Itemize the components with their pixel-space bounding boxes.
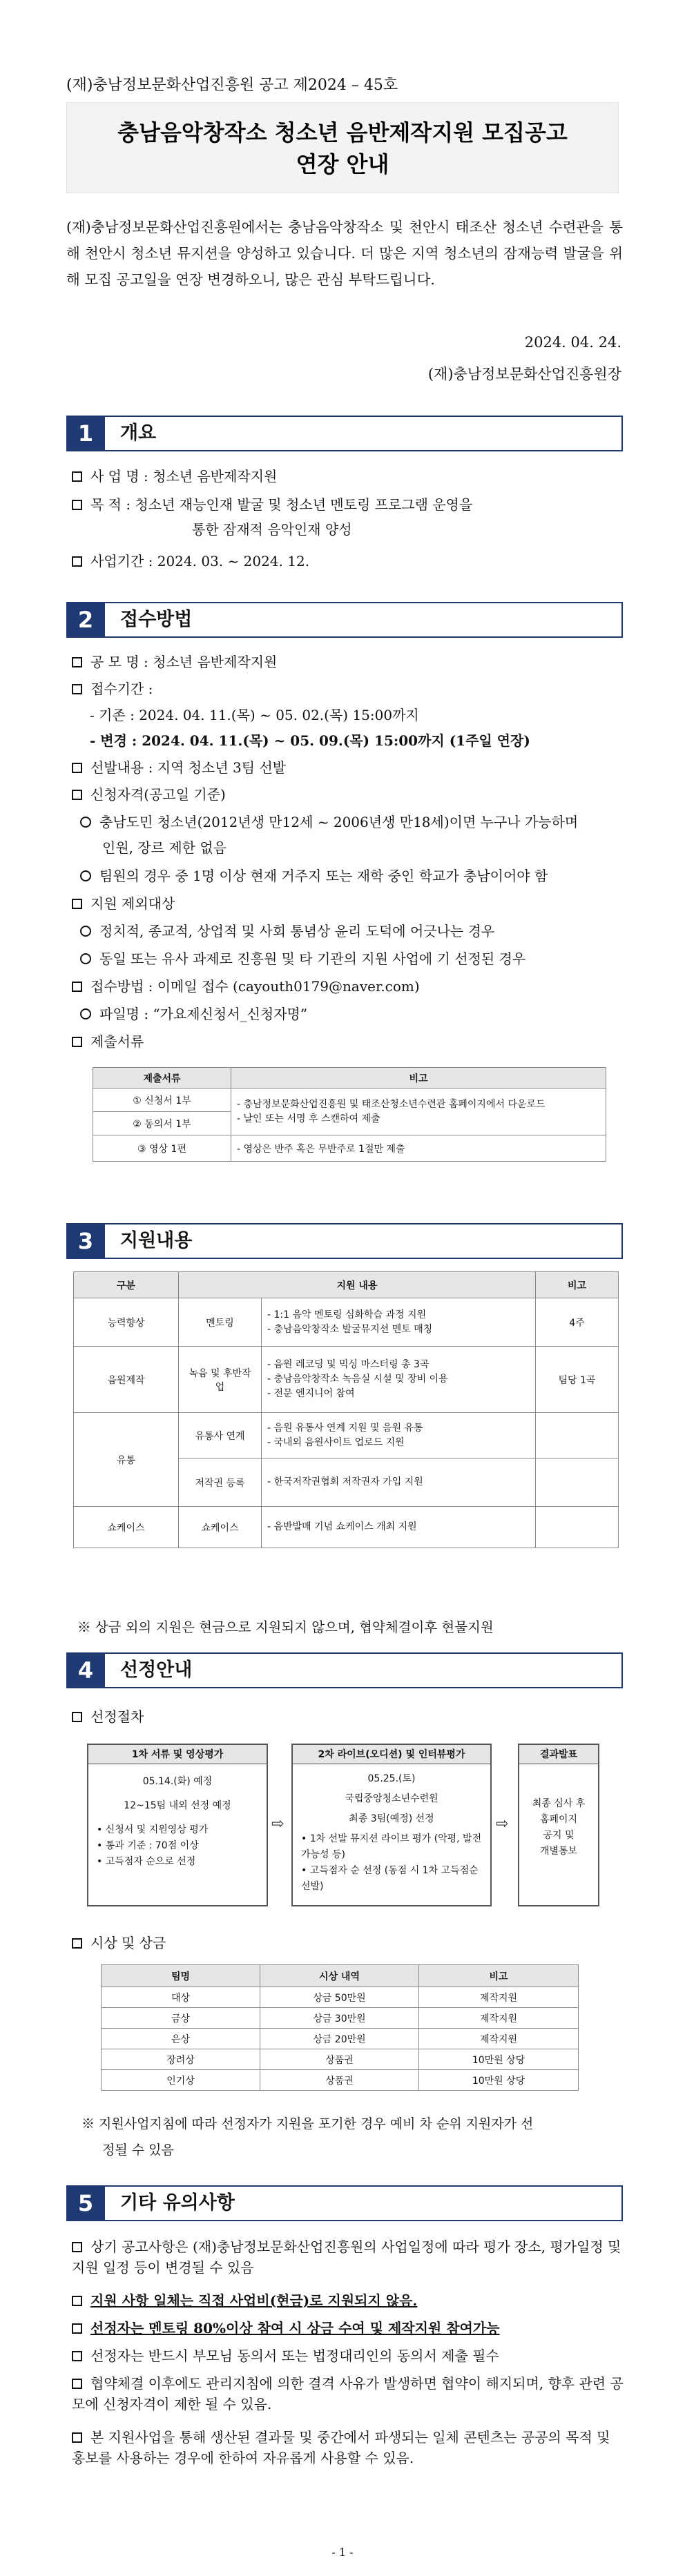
page-number: - 1 - [331, 2546, 354, 2559]
flow-step-title: 결과발표 [519, 1745, 598, 1764]
awards-table [101, 1964, 579, 2091]
table-row: 대상 상금 50만원 제작지원 [102, 1987, 579, 2008]
flow-step-title: 2차 라이브(오디션) 및 인터뷰평가 [293, 1745, 490, 1764]
section-header-notes [66, 2185, 623, 2221]
title-box [66, 102, 619, 193]
page-title: 충남음악창작소 청소년 음반제작지원 모집공고 [117, 119, 568, 146]
section-header-overview [66, 416, 623, 451]
circle-bullet-icon [80, 953, 91, 964]
overview-item-cont: 통한 잠재적 음악인재 양성 [192, 521, 352, 538]
table-row: 금상 상금 30만원 제작지원 [102, 2008, 579, 2029]
flow-step-3 [518, 1744, 599, 1906]
table-cell: - 충남정보문화산업진흥원 및 태조산청소년수련관 홈페이지에서 다운로드 - 날인 또는 서명 후 스캔하여 제출 [231, 1089, 606, 1135]
table-cell: 팀당 1곡 [536, 1347, 619, 1413]
table-header: 비고 [419, 1965, 579, 1987]
checkbox-bullet-icon [72, 982, 82, 992]
notes-item: 지원 사항 일체는 직접 사업비(현금)로 지원되지 않음. [72, 2290, 417, 2311]
documents-table [93, 1067, 606, 1162]
checkbox-bullet-icon [72, 1037, 82, 1047]
period-before: - 기존 : 2024. 04. 11.(목) ~ 05. 02.(목) 15:00까지 [90, 707, 419, 723]
application-item: 제출서류 [72, 1031, 144, 1052]
table-cell: - 영상은 반주 혹은 무반주로 1절만 제출 [231, 1135, 606, 1162]
period-after: - 변경 : 2024. 04. 11.(목) ~ 05. 09.(목) 15:00까지 (1주일 연장) [90, 732, 530, 749]
table-cell: 녹음 및 후반작업 [179, 1347, 262, 1413]
table-cell: - 음반발매 기념 쇼케이스 개최 지원 [262, 1507, 536, 1548]
table-row: 은상 상금 20만원 제작지원 [102, 2029, 579, 2049]
table-header: 제출서류 [93, 1068, 231, 1089]
table-header: 구분 [74, 1272, 179, 1298]
selection-item: 선정절차 [72, 1706, 144, 1727]
table-cell: - 1:1 음악 멘토링 심화학습 과정 지원 - 충남음악창작소 발굴뮤지션 멘토 매칭 [262, 1298, 536, 1347]
table-cell: 쇼케이스 [74, 1507, 179, 1548]
notes-item: 선정자는 멘토링 80%이상 참여 시 상금 수여 및 제작지원 참여가능 [72, 2318, 500, 2339]
checkbox-bullet-icon [72, 2323, 82, 2334]
flow-arrow-icon: ⇨ [496, 1815, 509, 1833]
table-cell: 멘토링 [179, 1298, 262, 1347]
eligibility-item: 충남도민 청소년(2012년생 만12세 ~ 2006년생 만18세)이면 누구나 가능하며 [80, 812, 578, 832]
table-cell: ① 신청서 1부 [93, 1089, 231, 1112]
table-cell: - 음원 유통사 연계 지원 및 음원 유통 - 국내외 음원사이트 업로드 지원 [262, 1413, 536, 1458]
table-cell: - 한국저작권협회 저작권자 가입 지원 [262, 1458, 536, 1507]
checkbox-bullet-icon [72, 1938, 82, 1949]
application-item: 지원 제외대상 [72, 893, 175, 914]
section-header-application [66, 602, 623, 638]
flow-step-1 [87, 1744, 268, 1906]
checkbox-bullet-icon [72, 2379, 82, 2389]
section-title: 개요 [105, 416, 623, 451]
flow-step-body: 최종 심사 후 홈페이지 공지 및 개별통보 [532, 1798, 586, 1857]
application-item: 공 모 명 : 청소년 음반제작지원 [72, 652, 277, 672]
checkbox-bullet-icon [72, 500, 82, 510]
overview-item: 목 적 : 청소년 재능인재 발굴 및 청소년 멘토링 프로그램 운영을 [72, 494, 472, 515]
table-header: 비고 [536, 1272, 619, 1298]
section-number: 1 [66, 416, 105, 451]
intro-paragraph: (재)충남정보문화산업진흥원에서는 충남음악창작소 및 천안시 태조산 청소년 수련관을 통해 천안시 청소년 뮤지션을 양성하고 있습니다. 더 많은 지역 청소년의 잠재능력 발굴을 위해 모집 공고일을 연장 변경하오니, 많은 관심 부탁드립니다. [66, 219, 623, 288]
table-cell: 쇼케이스 [179, 1507, 262, 1548]
table-header: 비고 [231, 1068, 606, 1089]
table-cell [536, 1413, 619, 1458]
filename-item: 파일명 : “가요제신청서_신청자명” [80, 1004, 307, 1024]
table-row: 장려상 상품권 10만원 상당 [102, 2049, 579, 2070]
notice-date: 2024. 04. 24. [524, 334, 621, 351]
application-item: 접수방법 : 이메일 접수 (cayouth0179@naver.com) [72, 976, 420, 997]
checkbox-bullet-icon [72, 2242, 82, 2252]
checkbox-bullet-icon [72, 657, 82, 667]
circle-bullet-icon [80, 1008, 91, 1019]
section-header-support [66, 1223, 623, 1259]
checkbox-bullet-icon [72, 2432, 82, 2443]
checkbox-bullet-icon [72, 2351, 82, 2361]
table-cell: 저작권 등록 [179, 1458, 262, 1507]
application-item: 신청자격(공고일 기준) [72, 784, 226, 805]
section-number: 3 [66, 1223, 105, 1259]
selection-item: 시상 및 상금 [72, 1933, 166, 1953]
flow-step-body: 05.14.(화) 예정 12~15팀 내외 선정 예정 • 신청서 및 지원영상 평가 • 통과 기준 : 70점 이상 • 고득점자 순으로 선정 [97, 1776, 231, 1867]
section-title: 접수방법 [105, 602, 623, 638]
table-cell: ② 동의서 1부 [93, 1112, 231, 1135]
checkbox-bullet-icon [72, 763, 82, 773]
section-number: 2 [66, 602, 105, 638]
table-header: 팀명 [102, 1965, 260, 1987]
circle-bullet-icon [80, 870, 91, 881]
checkbox-bullet-icon [72, 1712, 82, 1722]
notice-number: (재)충남정보문화산업진흥원 공고 제2024 – 45호 [66, 77, 398, 94]
flow-step-title: 1차 서류 및 영상평가 [88, 1745, 267, 1764]
checkbox-bullet-icon [72, 684, 82, 694]
table-row [74, 1413, 619, 1458]
flow-step-2 [291, 1744, 492, 1906]
notes-item: 선정자는 반드시 부모님 동의서 또는 법정대리인의 동의서 제출 필수 [72, 2345, 499, 2366]
checkbox-bullet-icon [72, 790, 82, 800]
checkbox-bullet-icon [72, 899, 82, 909]
flow-step-body: 05.25.(토) 국립중앙청소년수련원 최종 3팀(예정) 선정 • 1차 선발 뮤지션 라이브 평가 (악평, 발전가능성 등) • 고득점자 순 선정 (동점 시 1차 고득점순 선발) [301, 1773, 482, 1892]
table-row: 인기상 상품권 10만원 상당 [102, 2070, 579, 2091]
application-item: 접수기간 : [72, 679, 153, 699]
notes-item: 협약체결 이후에도 관리지침에 의한 결격 사유가 발생하면 협약이 해지되며, 향후 관련 공모에 신청자격이 제한 될 수 있음. [72, 2375, 624, 2412]
support-table [73, 1271, 619, 1548]
flow-arrow-icon: ⇨ [271, 1815, 284, 1833]
circle-bullet-icon [80, 817, 91, 828]
overview-item: 사 업 명 : 청소년 음반제작지원 [72, 466, 277, 487]
section-title: 선정안내 [105, 1652, 623, 1688]
table-cell [536, 1458, 619, 1507]
section-title: 지원내용 [105, 1223, 623, 1259]
overview-item: 사업기간 : 2024. 03. ~ 2024. 12. [72, 551, 309, 572]
section-number: 4 [66, 1652, 105, 1688]
table-header: 시상 내역 [260, 1965, 419, 1987]
table-header: 지원 내용 [179, 1272, 536, 1298]
exclusion-item: 동일 또는 유사 과제로 진흥원 및 타 기관의 지원 사업에 기 선정된 경우 [80, 948, 525, 969]
checkbox-bullet-icon [72, 2296, 82, 2306]
table-cell: 능력향상 [74, 1298, 179, 1347]
section-header-selection [66, 1652, 623, 1688]
eligibility-item: 팀원의 경우 중 1명 이상 현재 거주지 또는 재학 중인 학교가 충남이어야 함 [80, 866, 548, 886]
application-item: 선발내용 : 지역 청소년 3팀 선발 [72, 757, 286, 778]
page-subtitle: 연장 안내 [296, 151, 389, 177]
table-cell: 유통 [74, 1413, 179, 1507]
table-cell: 유통사 연계 [179, 1413, 262, 1458]
section-number: 5 [66, 2185, 105, 2221]
issuer-name: (재)충남정보문화산업진흥원장 [427, 366, 621, 382]
table-row [74, 1298, 619, 1347]
awards-footnote: ※ 지원사업지침에 따라 선정자가 지원을 포기한 경우 예비 차 순위 지원자가 선 [81, 2116, 534, 2131]
notes-item: 본 지원사업을 통해 생산된 결과물 및 중간에서 파생되는 일체 콘텐츠는 공공의 목적 및 홍보를 사용하는 경우에 한하여 자유롭게 사용할 수 있음. [72, 2429, 610, 2466]
notes-item: 상기 공고사항은 (재)충남정보문화산업진흥원의 사업일정에 따라 평가 장소, 평가일정 및 지원 일정 등이 변경될 수 있음 [72, 2238, 621, 2276]
table-cell: ③ 영상 1편 [93, 1135, 231, 1162]
table-cell [536, 1507, 619, 1548]
table-row [74, 1347, 619, 1413]
support-footnote: ※ 상금 외의 지원은 현금으로 지원되지 않으며, 협약체결이후 현물지원 [77, 1619, 494, 1635]
eligibility-item-cont: 인원, 장르 제한 없음 [102, 839, 226, 856]
checkbox-bullet-icon [72, 471, 82, 482]
circle-bullet-icon [80, 926, 91, 937]
exclusion-item: 정치적, 종교적, 상업적 및 사회 통념상 윤리 도덕에 어긋나는 경우 [80, 921, 494, 941]
checkbox-bullet-icon [72, 556, 82, 567]
table-row [74, 1507, 619, 1548]
table-cell: - 음원 레코딩 및 믹싱 마스터링 총 3곡 - 충남음악창작소 녹음실 시설 및 장비 이용 - 전문 엔지니어 참여 [262, 1347, 536, 1413]
table-cell: 음원제작 [74, 1347, 179, 1413]
section-title: 기타 유의사항 [105, 2185, 623, 2221]
awards-footnote-cont: 정될 수 있음 [102, 2143, 174, 2158]
table-cell: 4주 [536, 1298, 619, 1347]
